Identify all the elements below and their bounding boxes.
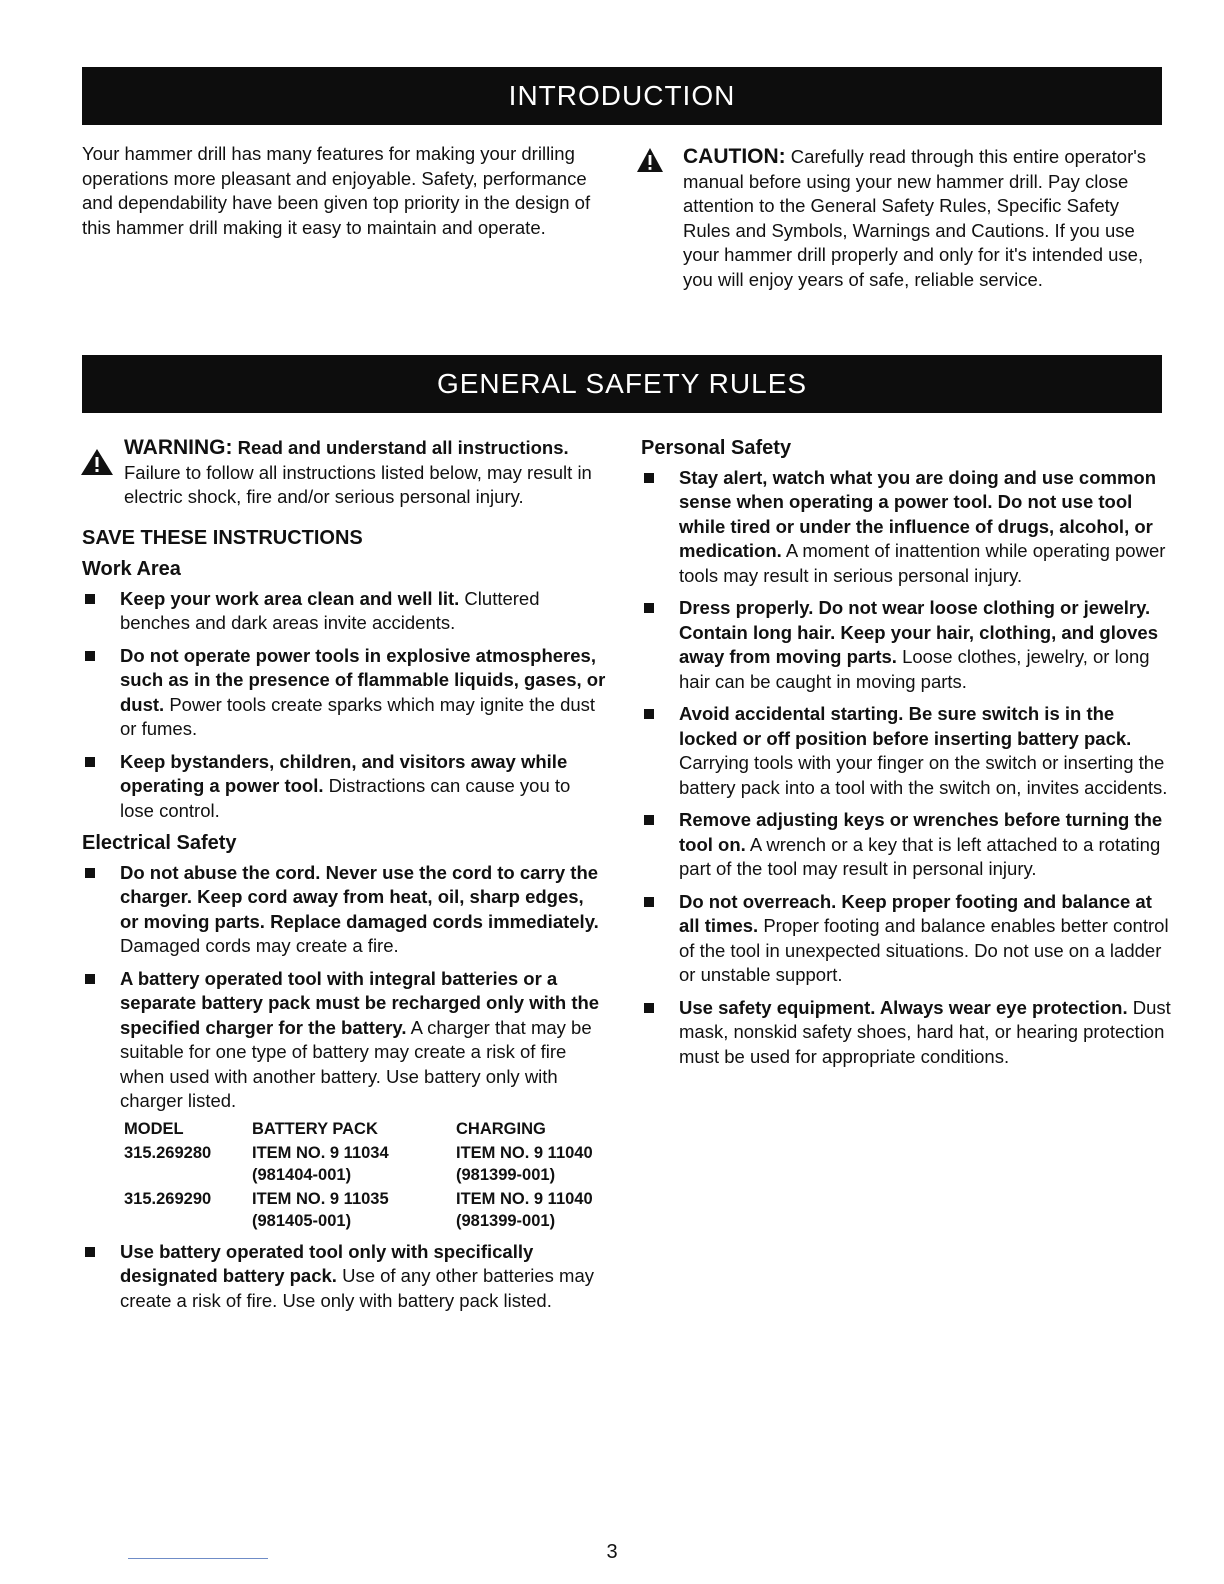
bullet-square-icon: [85, 594, 95, 604]
list-item: Stay alert, watch what you are doing and use common sense when operating a power tool. Do not use tool while tired or under the influence of drugs, alcohol, or medication. A moment of inattention while operating power tools may result in serious personal injury.: [641, 466, 1171, 589]
list-item: Keep your work area clean and well lit. Cluttered benches and dark areas invite accidents.: [82, 587, 607, 636]
list-item: Remove adjusting keys or wrenches before turning the tool on. A wrench or a key that is left attached to a rotating part of the tool may result in personal injury.: [641, 808, 1171, 882]
table-header-row: MODEL BATTERY PACK CHARGING: [124, 1119, 546, 1138]
introduction-title: INTRODUCTION: [508, 80, 736, 111]
personal-safety-heading: Personal Safety: [641, 437, 792, 459]
warning-text: Failure to follow all instructions listed below, may result in electric shock, fire and/or serious personal injury.: [124, 461, 592, 507]
caution-triangle-icon: [636, 147, 664, 173]
bullet-square-icon: [85, 757, 95, 767]
list-item: Use safety equipment. Always wear eye protection. Dust mask, nonskid safety shoes, hard hat, or hearing protection must be used for appropriate conditions.: [641, 996, 1171, 1070]
introduction-body: Your hammer drill has many features for making your drilling operations more pleasant and enjoyable. Safety, performance and dependability have been given top priority in the design of this hammer drill making it easy to maintain and operate.: [82, 143, 591, 238]
bullet-square-icon: [644, 603, 654, 613]
save-instructions-heading: SAVE THESE INSTRUCTIONS: [82, 526, 363, 549]
electrical-safety-list: [82, 861, 607, 1114]
warning-notice: [82, 436, 607, 510]
list-item: Keep bystanders, children, and visitors away while operating a power tool. Distractions can cause you to lose control.: [82, 750, 607, 824]
work-area-heading: Work Area: [82, 558, 181, 580]
electrical-safety-list-continued: [82, 1240, 607, 1314]
table-row: 315.269280 ITEM NO. 9 11034 (981404-001) ITEM NO. 9 11040 (981399-001): [124, 1143, 593, 1184]
list-item: Use battery operated tool only with specifically designated battery pack. Use of any other batteries may create a risk of fire. Use only with battery pack listed.: [82, 1240, 607, 1314]
introduction-header-bar: [82, 67, 1162, 125]
battery-charger-table: [124, 1118, 593, 1234]
caution-notice: [636, 145, 1166, 292]
table-row: 315.269290 ITEM NO. 9 11035 (981405-001) ITEM NO. 9 11040 (981399-001): [124, 1189, 593, 1230]
electrical-safety-heading: Electrical Safety: [82, 832, 237, 854]
personal-safety-list: [641, 466, 1171, 1070]
list-item: Dress properly. Do not wear loose clothing or jewelry. Contain long hair. Keep your hair, clothing, and gloves away from moving parts. Loose clothes, jewelry, or long hair can be caught in moving parts.: [641, 596, 1171, 694]
list-item: Do not abuse the cord. Never use the cord to carry the charger. Keep cord away from heat, oil, sharp edges, or moving parts. Replace damaged cords immediately. Damaged cords may create a fire.: [82, 861, 607, 959]
bullet-square-icon: [644, 1003, 654, 1013]
warning-label: WARNING:: [124, 436, 233, 459]
footer-rule: [128, 1558, 268, 1559]
list-item: Avoid accidental starting. Be sure switch is in the locked or off position before inserting battery pack. Carrying tools with your finger on the switch or inserting the battery pack into a tool with the switch on, invites accidents.: [641, 702, 1171, 800]
list-item: A battery operated tool with integral batteries or a separate battery pack must be recharged only with the specified charger for the battery. A charger that may be suitable for one type of battery may create a risk of fire when used with another battery. Use battery only with charger listed.: [82, 967, 607, 1114]
bullet-square-icon: [644, 897, 654, 907]
bullet-square-icon: [644, 815, 654, 825]
general-safety-rules-header-bar: [82, 355, 1162, 413]
list-item: Do not operate power tools in explosive atmospheres, such as in the presence of flammable liquids, gases, or dust. Power tools create sparks which may ignite the dust or fumes.: [82, 644, 607, 742]
warning-triangle-icon: [80, 448, 114, 476]
bullet-square-icon: [644, 473, 654, 483]
page-number: 3: [606, 1541, 618, 1563]
general-safety-rules-title: GENERAL SAFETY RULES: [436, 368, 808, 399]
right-column: [641, 436, 1171, 1077]
bullet-square-icon: [85, 868, 95, 878]
bullet-square-icon: [85, 1247, 95, 1257]
list-item: Do not overreach. Keep proper footing and balance at all times. Proper footing and balance enables better control of the tool in unexpected situations. Do not use on a ladder or unstable support.: [641, 890, 1171, 988]
caution-label: CAUTION:: [683, 145, 786, 168]
caution-text: Carefully read through this entire operator's manual before using your new hammer drill. Pay close attention to the General Safety Rules, Specific Safety Rules and Symbols, Warnings and Cautions. If you use your hammer drill properly and only for it's intended use, you will enjoy years of safe, reliable service.: [683, 146, 1147, 290]
bullet-square-icon: [644, 709, 654, 719]
work-area-list: [82, 587, 607, 824]
warning-bold-text: Read and understand all instructions.: [232, 437, 569, 458]
left-column: [82, 436, 607, 1321]
bullet-square-icon: [85, 974, 95, 984]
bullet-square-icon: [85, 651, 95, 661]
